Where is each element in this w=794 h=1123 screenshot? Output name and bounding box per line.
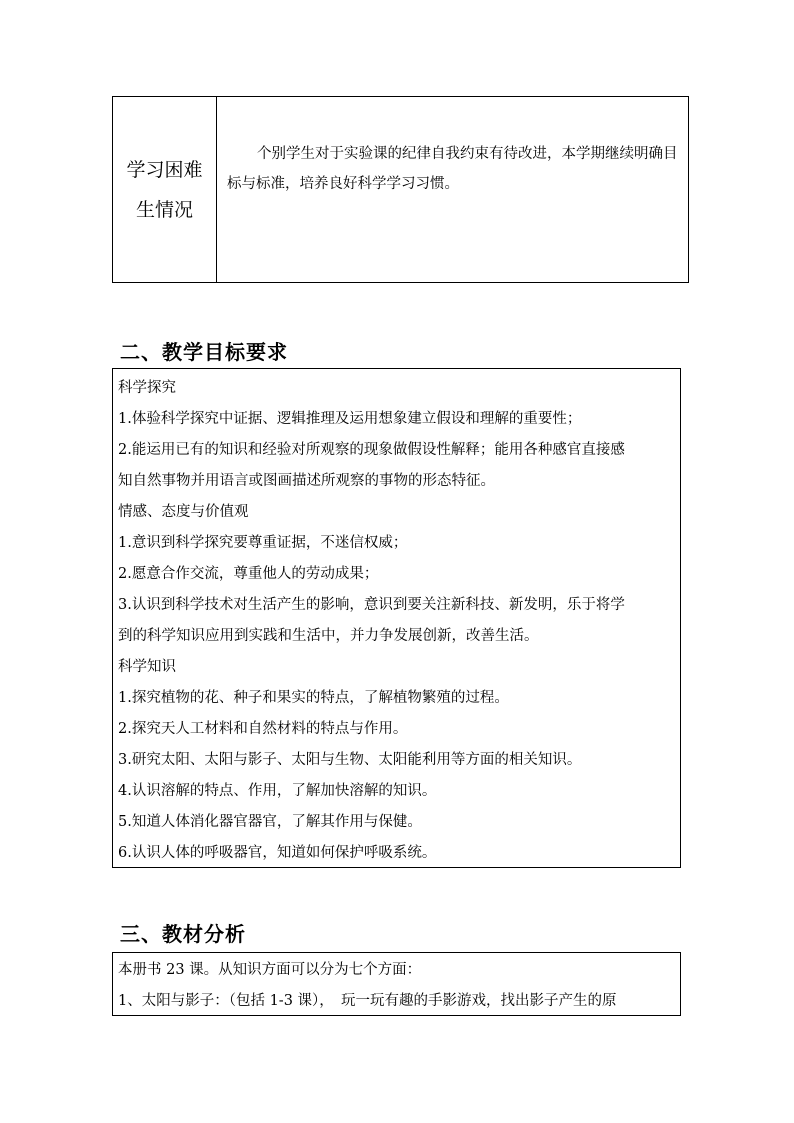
difficulty-label-line1: 学习困难 — [126, 158, 203, 181]
goals-line: 1.探究植物的花、种子和果实的特点，了解植物繁殖的过程。 — [118, 690, 509, 706]
goals-line: 科学探究 — [118, 380, 176, 396]
difficulty-label-line2: 生情况 — [135, 198, 193, 221]
goals-line: 到的科学知识应用到实践和生活中，并力争发展创新，改善生活。 — [118, 628, 539, 644]
goals-line: 1.意识到科学探究要尊重证据，不迷信权威； — [118, 535, 408, 551]
learning-difficulty-table — [112, 96, 689, 283]
section-heading-textbook-analysis: 三、教材分析 — [120, 922, 246, 946]
section-heading-teaching-goals: 二、教学目标要求 — [120, 340, 288, 364]
difficulty-content-cell: 个别学生对于实验课的纪律自我约束有待改进，本学期继续明确目标与标准，培养良好科学学习习惯。 — [227, 146, 678, 192]
goals-line: 6.认识人体的呼吸器官，知道如何保护呼吸系统。 — [118, 845, 437, 861]
goals-line: 1.体验科学探究中证据、逻辑推理及运用想象建立假设和理解的重要性； — [118, 411, 582, 427]
goals-line: 4.认识溶解的特点、作用，了解加快溶解的知识。 — [118, 783, 437, 799]
goals-line: 科学知识 — [118, 659, 176, 675]
goals-line: 3.认识到科学技术对生活产生的影响，意识到要关注新科技、新发明，乐于将学 — [118, 597, 625, 613]
goals-line: 知自然事物并用语言或图画描述所观察的事物的形态特征。 — [118, 473, 495, 489]
goals-line: 2.探究天人工材料和自然材料的特点与作用。 — [118, 721, 408, 737]
analysis-line: 本册书 23 课。从知识方面可以分为七个方面： — [118, 962, 422, 978]
goals-line: 5.知道人体消化器官器官，了解其作用与保健。 — [118, 814, 422, 830]
goals-line: 2.能运用已有的知识和经验对所观察的现象做假设性解释；能用各种感官直接感 — [118, 442, 625, 458]
analysis-line: 1、太阳与影子：（包括 1-3 课）， 玩一玩有趣的手影游戏，找出影子产生的原 — [118, 993, 617, 1009]
goals-line: 3.研究太阳、太阳与影子、太阳与生物、太阳能利用等方面的相关知识。 — [118, 752, 582, 768]
textbook-analysis-box — [112, 952, 681, 1016]
difficulty-label-cell — [113, 97, 217, 282]
goals-line: 2.愿意合作交流，尊重他人的劳动成果； — [118, 566, 379, 582]
goals-line: 情感、态度与价值观 — [118, 504, 249, 520]
teaching-goals-box — [112, 368, 681, 868]
